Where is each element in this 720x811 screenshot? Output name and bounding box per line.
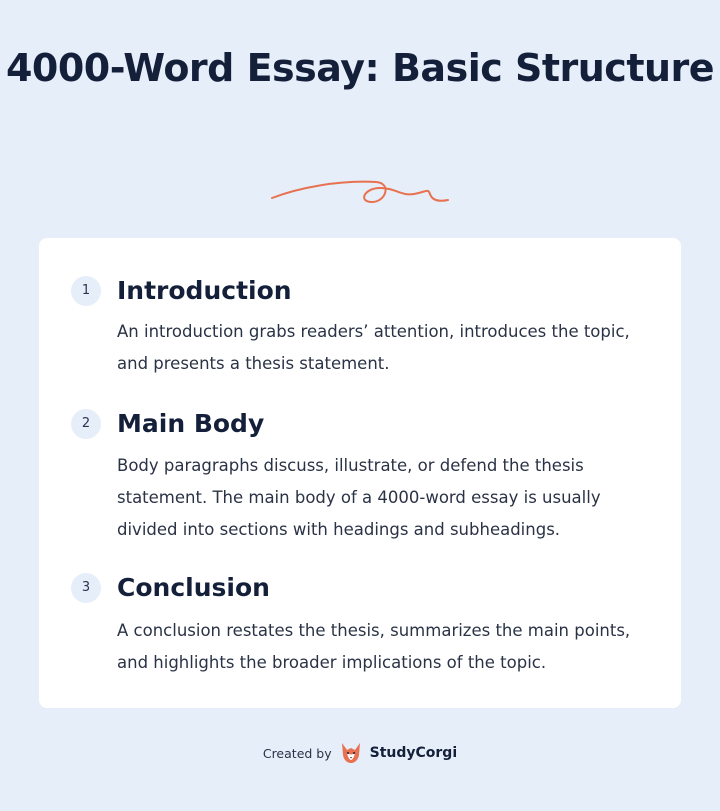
created-by-label: Created by [262,745,332,761]
section-body: An introduction grabs readers’ attention, introduces the topic, and presents a thesis statement. [117,322,630,373]
step-number-badge: 1 [71,276,101,306]
section-body: A conclusion restates the thesis, summarizes the main points, and highlights the broader implications of the topic. [117,621,631,672]
section-heading: Conclusion [117,573,270,602]
step-number-badge: 3 [71,573,101,603]
structure-card [39,238,681,708]
section-heading: Introduction [117,276,292,305]
footer-credit [0,738,720,768]
section-body: Body paragraphs discuss, illustrate, or defend the thesis statement. The main body of a 4000-word essay is usually divided into sections with headings and subheadings. [117,456,601,539]
corgi-logo-icon [340,741,362,765]
squiggle-decoration-icon [268,172,452,216]
page-title: 4000-Word Essay: Basic Structure [5,46,715,90]
brand-name[interactable]: StudyCorgi [369,745,458,761]
step-number-badge: 2 [71,409,101,439]
section-heading: Main Body [117,409,265,438]
